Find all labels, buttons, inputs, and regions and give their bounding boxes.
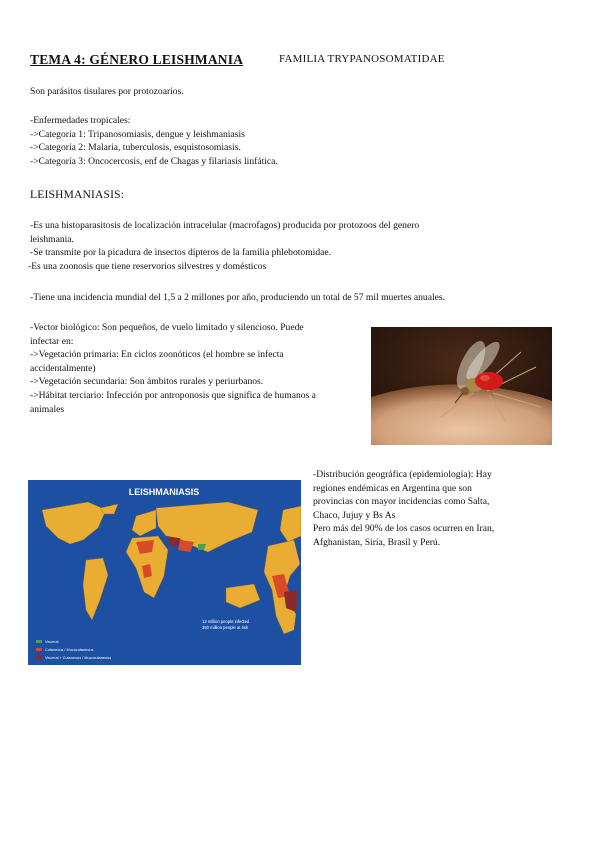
map-title: LEISHMANIASIS xyxy=(128,487,200,497)
geo-line: Chaco, Jujuy y Bs As xyxy=(313,509,396,521)
leish-line: -Se transmite por la picadura de insectos dípteros de la familia phlebotomidae. xyxy=(30,247,332,259)
legend-label: Cutaneous / Mucocutaneous xyxy=(45,648,94,652)
geo-line: provincias con mayor incidencias como Salta, xyxy=(313,496,490,508)
vector-line: ->Hábitat terciario: Infección por antroponosis que significa de humanos a xyxy=(30,390,316,402)
family-label: FAMILIA TRYPANOSOMATIDAE xyxy=(279,53,445,65)
intro-text: Son parásitos tisulares por protozoarios. xyxy=(30,86,184,97)
map-stat: 350 million people at risk xyxy=(202,625,249,630)
tropical-item: ->Categoría 3: Oncocercosis, enf de Chagas y filariasis linfática. xyxy=(30,155,278,167)
legend-label: Visceral xyxy=(45,640,59,644)
leish-line: -Es una histoparasitosis de localización intracelular (macrofagos) producida por protozoos del genero xyxy=(30,220,420,231)
sandfly-photo xyxy=(371,327,552,445)
vector-line: ->Vegetación secundaria: Son ámbitos rurales y periurbanos. xyxy=(30,376,264,388)
tropical-item: ->Categoría 1: Tripanosomiasis, dengue y leishmaniasis xyxy=(30,128,245,140)
legend-label: Visceral + Cutaneous / Mucocutaneous xyxy=(45,656,112,660)
geo-line: Pero más del 90% de los casos ocurren en Iran, xyxy=(313,523,495,535)
vector-line: accidentalmente) xyxy=(30,362,96,374)
vector-line: -Vector biológico: Son pequeños, de vuelo limitado y silencioso. Puede xyxy=(30,322,304,333)
leishmaniasis-block xyxy=(30,219,575,273)
legend-swatch-both xyxy=(36,656,42,659)
geo-line: Afghanistan, Siria, Brasil y Perú. xyxy=(313,537,441,549)
section-title: LEISHMANIASIS: xyxy=(30,189,125,201)
leish-line: leishmania. xyxy=(30,233,74,245)
leishmaniasis-world-map xyxy=(28,480,301,665)
vector-line: ->Vegetación primaria: En ciclos zoonóticos (el hombre se infecta xyxy=(30,349,284,361)
legend-swatch-visceral xyxy=(36,640,42,643)
geographic-distribution-block xyxy=(313,468,575,550)
tropical-item: ->Categoría 2: Malaria, tuberculosis, esquistosomiasis. xyxy=(30,142,241,154)
vector-line: infectar en: xyxy=(30,335,74,347)
leish-line: -Es una zoonosis que tiene reservorios silvestres y domésticos xyxy=(28,260,267,272)
tropical-diseases-block xyxy=(30,114,278,168)
vector-block xyxy=(30,321,365,416)
tropical-heading: -Enfermedades tropicales: xyxy=(30,115,131,126)
page-title: TEMA 4: GÉNERO LEISHMANIA xyxy=(30,52,244,67)
incidence-text: -Tiene una incidencia mundial del 1,5 a 2 millones por año, produciendo un total de 57 mil muertes anuales. xyxy=(30,292,446,303)
geo-line: regiones endémicas en Argentina que son xyxy=(313,482,472,494)
vector-line: animales xyxy=(30,403,65,415)
map-stat: 12 million people infected xyxy=(202,619,250,624)
legend-swatch-cutaneous xyxy=(36,648,42,651)
geo-line: -Distribución geográfica (epidemiología): Hay xyxy=(313,469,492,480)
